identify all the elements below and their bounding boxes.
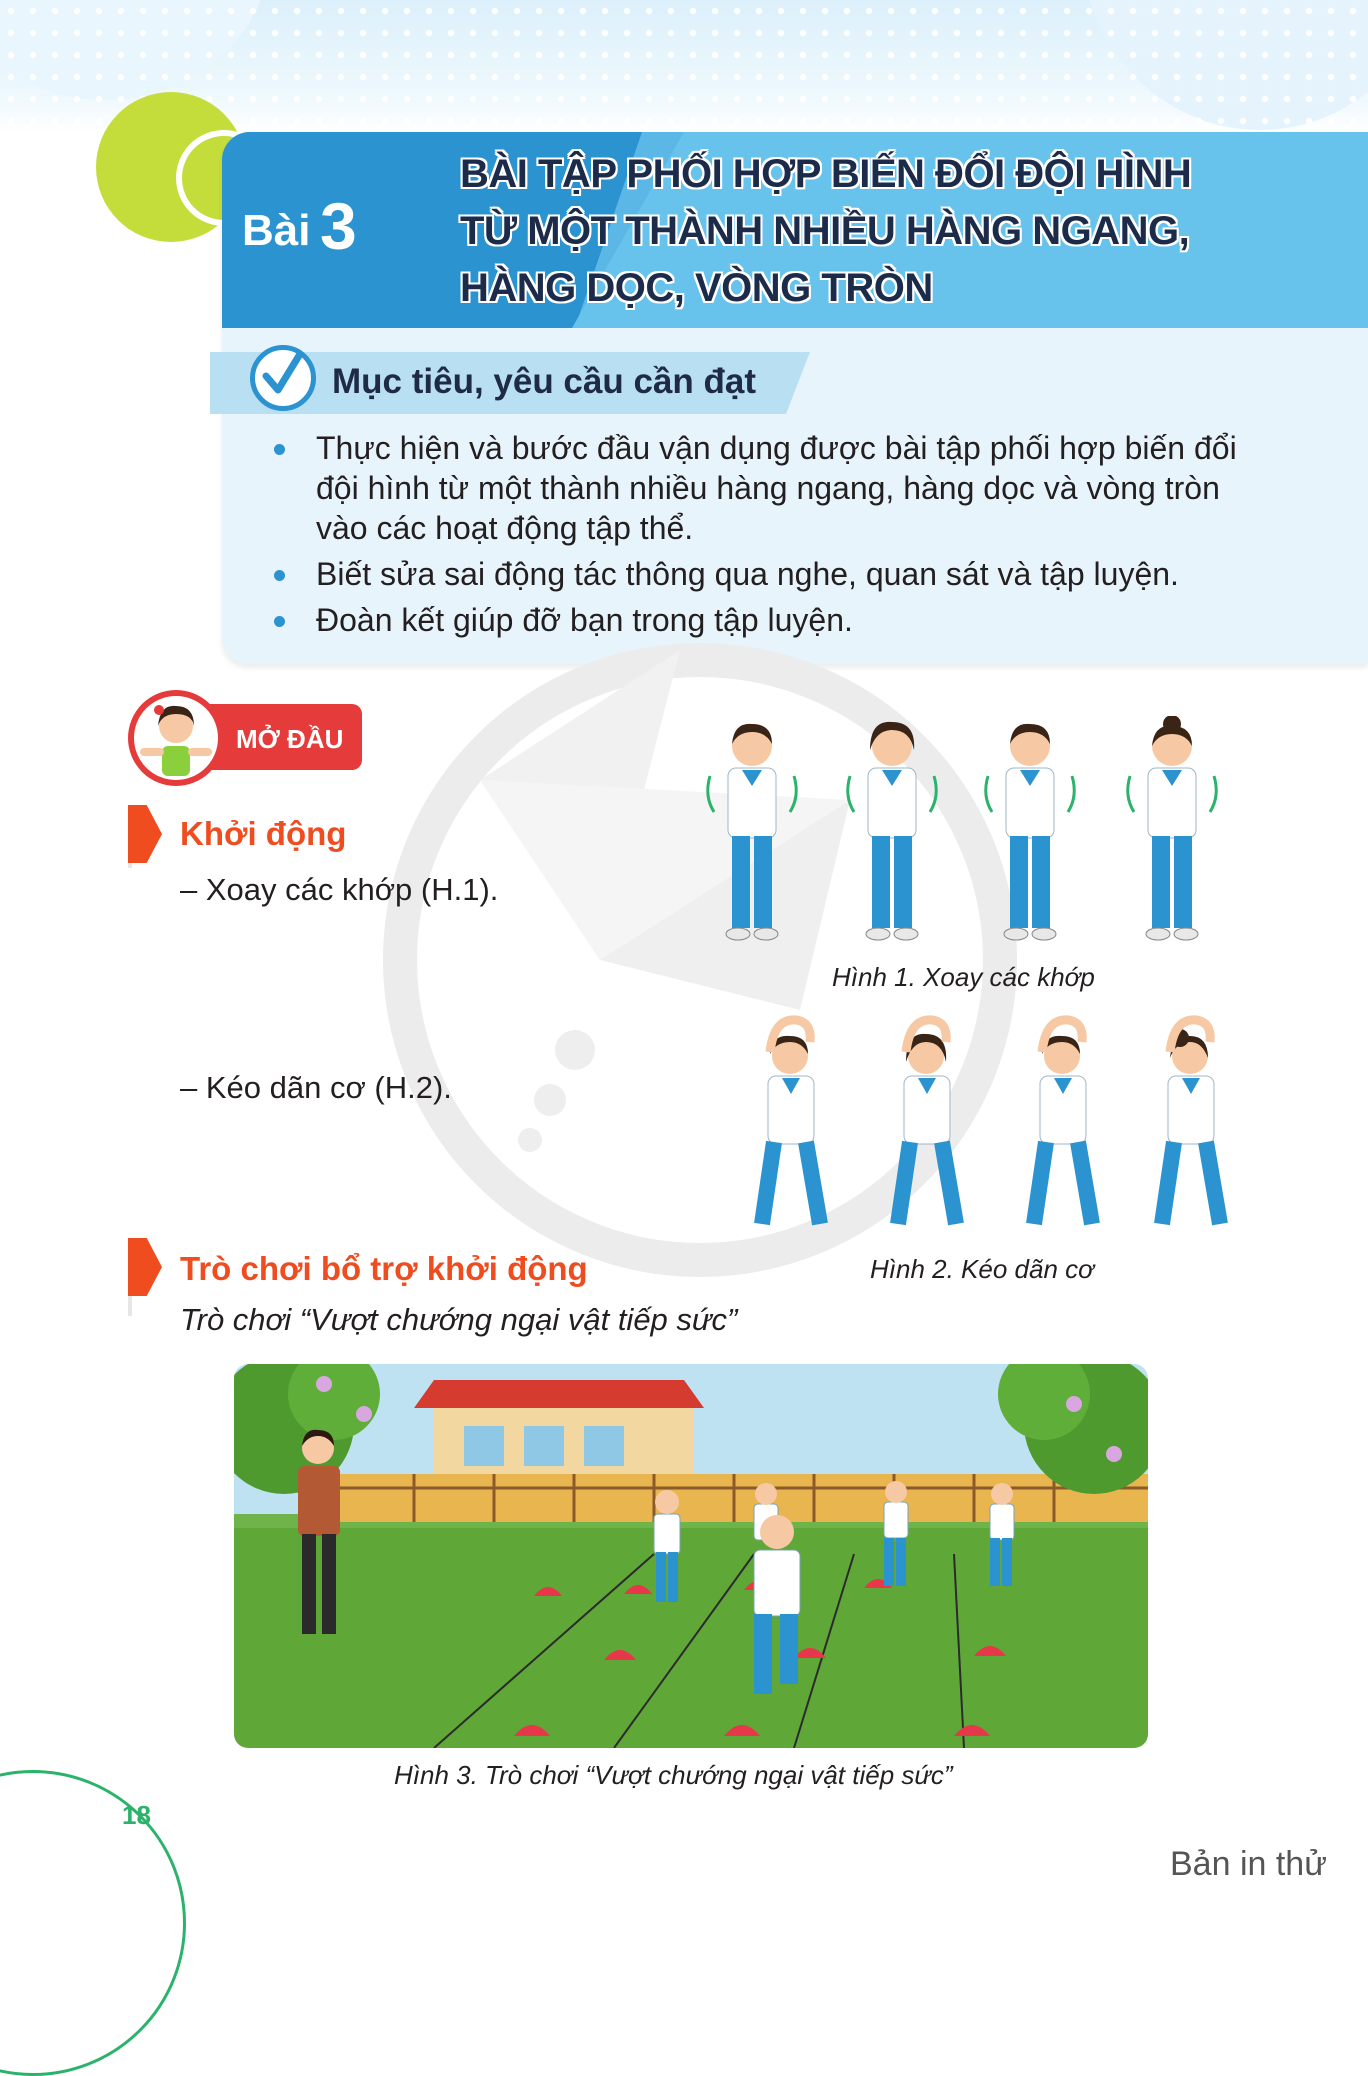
student-figure [762,1020,820,1224]
page-number: 18 [122,1800,151,1830]
lesson-prefix: Bài [242,206,311,255]
warmup-title: Khởi động [180,815,347,852]
warmup-step-rotate: – Xoay các khớp (H.1). [180,872,499,907]
lesson-title-line-1: BÀI TẬP PHỐI HỢP BIẾN ĐỔI ĐỘI HÌNH [460,152,1192,196]
warmup-step-stretch: – Kéo dãn cơ (H.2). [180,1070,452,1105]
figure-3-relay-game-scene [234,1364,1148,1748]
opening-badge-label: MỞ ĐẦU [236,724,344,754]
objective-item: Biết sửa sai động tác thông qua nghe, quan sát và tập luyện. [270,554,1270,594]
page-number-ring [0,1770,186,2076]
section-arrow-icon [128,805,162,863]
figure-3-caption: Hình 3. Trò chơi “Vượt chướng ngại vật tiếp sức” [394,1760,953,1790]
objectives-list [270,428,1270,646]
objectives-heading: Mục tiêu, yêu cầu cần đạt [332,362,756,401]
student-figure [708,724,797,940]
girl-mascot-icon [134,696,218,780]
game-name: Trò chơi “Vượt chướng ngại vật tiếp sức” [180,1302,738,1337]
objective-item: Thực hiện và bước đầu vận dụng được bài tập phối hợp biến đổi đội hình từ một thành nhiều hàng ngang, hàng dọc và vòng tròn vào các hoạt động tập thể. [270,428,1270,548]
student-figure [1034,1020,1092,1224]
section-arrow-icon [128,1238,162,1296]
checkmark-icon [262,350,302,398]
figure-2-caption: Hình 2. Kéo dãn cơ [870,1254,1094,1284]
lesson-number: 3 [320,189,357,263]
lesson-title-line-3: HÀNG DỌC, VÒNG TRÒN [460,266,933,310]
student-avatar [128,690,224,786]
print-proof-note: Bản in thử [1170,1845,1327,1883]
student-figure [898,1020,956,1224]
student-figure [1162,1020,1220,1224]
game-title: Trò chơi bổ trợ khởi động [180,1250,588,1287]
student-figure [986,724,1075,940]
student-figure [848,722,937,940]
lesson-title-line-2: TỪ MỘT THÀNH NHIỀU HÀNG NGANG, [460,209,1190,253]
student-figure [1128,716,1217,940]
figure-1-caption: Hình 1. Xoay các khớp [832,962,1095,992]
objective-item: Đoàn kết giúp đỡ bạn trong tập luyện. [270,600,1270,640]
figure-1-joint-rotation [690,716,1238,948]
figure-2-muscle-stretch [740,1012,1240,1240]
